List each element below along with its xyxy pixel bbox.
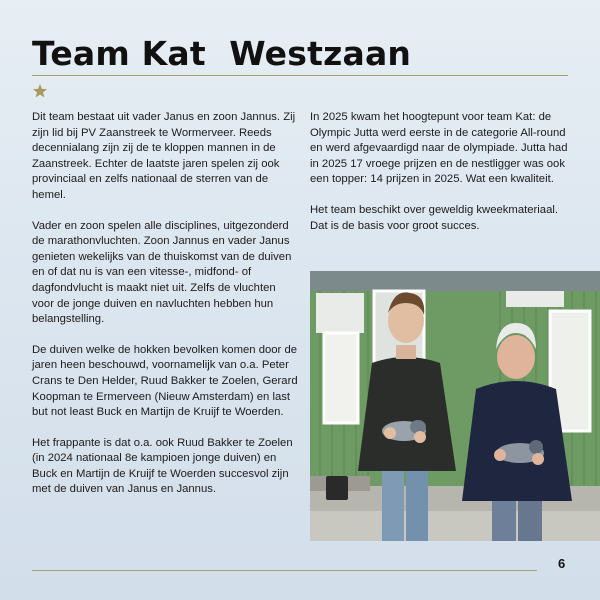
paragraph: Vader en zoon spelen alle disciplines, uitgezonderd de marathonvluchten. Zoon Jannus en vader Janus genieten wekelijks van de thuiskomst van de duiven en of dat nu is van een vitesse-, midfond- of dagfondvlucht is maakt niet uit. Zelfs de vluchten voor de jonge duiven en navluchten hebben hun belangstelling.	[32, 219, 292, 326]
star-icon	[32, 83, 48, 99]
page-number: 6	[558, 556, 566, 571]
paragraph: De duiven welke de hokken bevolken komen door de jaren heen beschouwd, voornamelijk van o.a. Peter Crans te Den Helder, Ruud Bakker te Zoelen, Gerard Koopman te Ermerveen (Nieuw Amsterdam) en last but not least Buck en Martijn de Kruijf te Woerden.	[32, 343, 298, 419]
left-column	[32, 110, 300, 513]
paragraph: Het team beschikt over geweldig kweekmateriaal. Dat is de basis voor groot succes.	[310, 203, 559, 232]
right-column	[310, 110, 570, 249]
footer-divider	[32, 570, 537, 571]
title-divider	[32, 75, 568, 76]
team-photo-illustration	[310, 271, 600, 541]
paragraph: Dit team bestaat uit vader Janus en zoon Jannus. Zij zijn lid bij PV Zaanstreek te Wormerveer. Reeds decennialang zijn zij de te kloppen mannen in de Zaanstreek. Echter de laatste jaren spelen zij ook provinciaal en zelfs nationaal de sterren van de hemel.	[32, 111, 296, 201]
paragraph: Het frappante is dat o.a. ook Ruud Bakker te Zoelen (in 2024 nationaal 8e kampioen jonge duiven) en Buck en Martijn de Kruijf te Woerden succesvol zijn met de duiven van Janus en Jannus.	[32, 436, 293, 496]
team-photo	[310, 271, 600, 541]
paragraph: In 2025 kwam het hoogtepunt voor team Kat: de Olympic Jutta werd eerste in de categorie All-round en werd afgevaardigd naar de olympiade. Jutta had in 2025 17 vroege prijzen en de nestligger was ook een topper: 14 prijzen in 2025. Wat een kwaliteit.	[310, 111, 568, 186]
page-title: Team Kat Westzaan	[32, 34, 412, 73]
